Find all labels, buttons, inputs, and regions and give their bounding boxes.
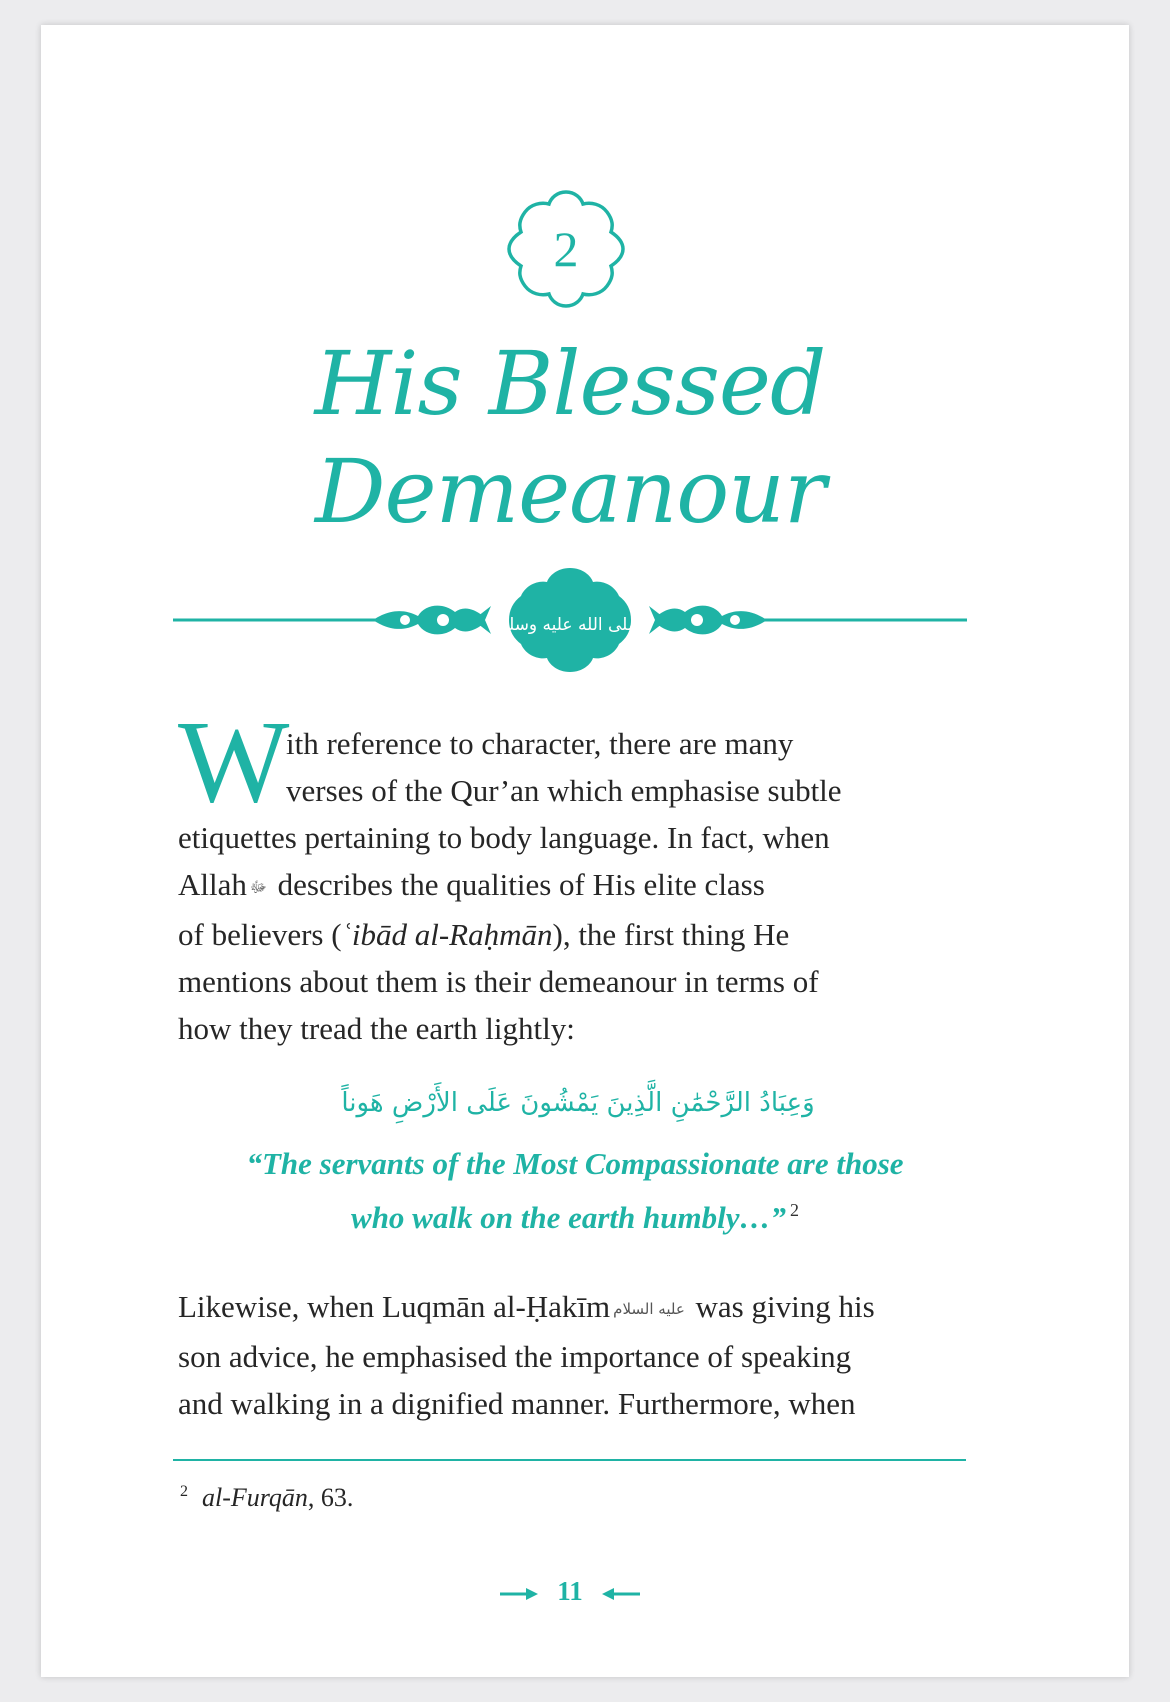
paragraph-1-line: verses of the Qur’an which emphasise subtle — [286, 773, 842, 808]
footnote-rest: , 63. — [307, 1483, 354, 1512]
verse-translation-line-2: who walk on the earth humbly…” $^2$ — [351, 1200, 799, 1235]
page-number — [490, 1573, 650, 1609]
medallion-calligraphy: صلى الله عليه وسلم — [497, 615, 643, 635]
transliteration: ʿibād al-Raḥmān — [341, 917, 553, 952]
footnote-reference[interactable]: 2 — [789, 1200, 799, 1220]
honorific-allah-icon: ﷻ — [249, 878, 267, 896]
paragraph-1-line: mentions about them is their demeanour in terms of — [178, 964, 819, 999]
paragraph-1-line: how they tread the earth lightly: — [178, 1011, 575, 1046]
verse-translation — [150, 1140, 1000, 1241]
paragraph-2-line: and walking in a dignified manner. Furthermore, when — [178, 1386, 856, 1421]
paragraph-2-line: son advice, he emphasised the importance of speaking — [178, 1339, 852, 1374]
footnote-source: al-Furqān — [202, 1483, 308, 1512]
chapter-number: 2 — [553, 221, 579, 277]
chapter-badge — [503, 186, 629, 312]
paragraph-2 — [178, 1283, 978, 1427]
honorific-luqman-icon: عليه السلام — [613, 1300, 685, 1318]
footnote — [180, 1483, 353, 1513]
chapter-title — [240, 330, 900, 546]
left-arrow-ornament-icon — [600, 1587, 640, 1601]
paragraph-1-line: of believers (ʿibād al-Raḥmān), the first thing He — [178, 917, 790, 952]
verse-translation-line-1: “The servants of the Most Compassionate are those — [246, 1146, 904, 1181]
paragraph-1-line: etiquettes pertaining to body language. In fact, when — [178, 820, 830, 855]
paragraph-1-line: Allah ﷻ describes the qualities of His elite class — [178, 861, 978, 911]
right-arrow-ornament-icon — [500, 1587, 540, 1601]
paragraph-1-line: ith reference to character, there are many — [286, 726, 794, 761]
footnote-number: 2 — [180, 1483, 188, 1500]
drop-cap: W — [178, 696, 290, 827]
arabic-verse: وَعِبَادُ الرَّحْمَٰنِ الَّذِينَ يَمْشُونَ عَلَى الأَرْضِ هَوناً — [341, 1088, 815, 1118]
paragraph-2-line: Likewise, when Luqmān al-Ḥakīm عليه السلام was giving his — [178, 1283, 978, 1333]
ornamental-divider — [173, 560, 967, 680]
footnote-divider — [173, 1459, 966, 1461]
chapter-title-line-1: His Blessed — [314, 332, 826, 435]
paragraph-1 — [178, 720, 978, 1052]
chapter-title-line-2: Demeanour — [314, 440, 826, 543]
page-number-value: 11 — [557, 1576, 583, 1606]
